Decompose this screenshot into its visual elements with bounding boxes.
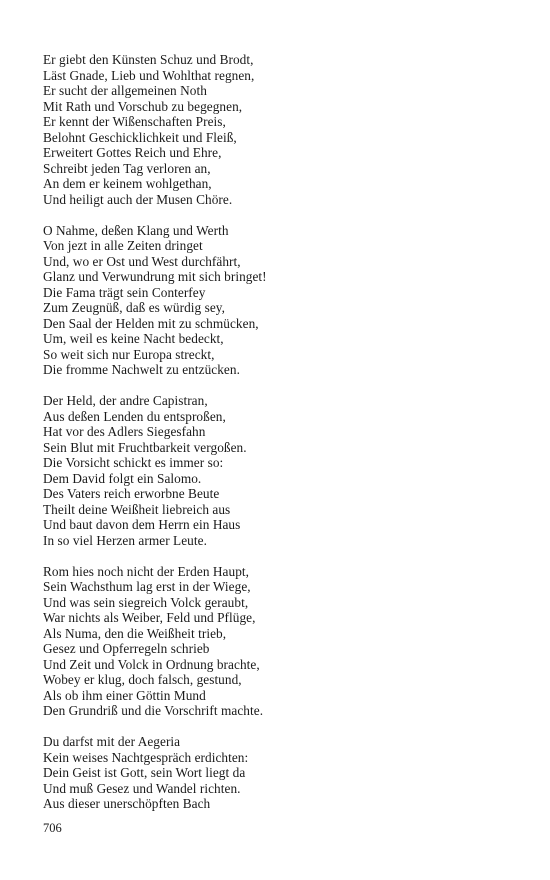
poem-line: Und baut davon dem Herrn ein Haus	[43, 517, 241, 532]
poem-line: Und, wo er Ost und West durchfährt,	[43, 253, 241, 269]
stanza-3	[43, 393, 523, 548]
poem-line: Mit Rath und Vorschub zu begegnen,	[43, 98, 243, 114]
page-number: 706	[43, 821, 62, 835]
poem-line: So weit sich nur Europa streckt,	[43, 346, 215, 362]
poem-line: Hat vor des Adlers Siegesfahn	[43, 424, 206, 439]
poem-line: Er kennt der Wißenschaften Preis,	[43, 114, 226, 129]
poem-line: An dem er keinem wohlgethan,	[43, 176, 212, 191]
stanza-1	[43, 52, 523, 207]
poem-line: In so viel Herzen armer Leute.	[43, 532, 207, 548]
poem-line: Und muß Gesez und Wandel richten.	[43, 780, 241, 796]
poem-line: War nichts als Weiber, Feld und Pflüge,	[43, 610, 256, 625]
poem-line: Sein Blut mit Fruchtbarkeit vergoßen.	[43, 439, 247, 455]
stanza-2	[43, 223, 523, 378]
poem-line: Den Saal der Helden mit zu schmücken,	[43, 315, 259, 331]
poem-line: Du darfst mit der Aegeria	[43, 734, 181, 749]
poem-line: Belohnt Geschicklichkeit und Fleiß,	[43, 129, 237, 145]
poem-line: Von jezt in alle Zeiten dringet	[43, 238, 203, 253]
poem-line: Dem David folgt ein Salomo.	[43, 470, 202, 486]
poem-line: Glanz und Verwundrung mit sich bringet!	[43, 269, 267, 284]
poem-line: Aus dieser unerschöpften Bach	[43, 796, 211, 811]
poem-line: Den Grundriß und die Vorschrift machte.	[43, 703, 264, 718]
poem-line: Er sucht der allgemeinen Noth	[43, 83, 207, 98]
poem-text	[43, 52, 523, 827]
poem-line: Erweitert Gottes Reich und Ehre,	[43, 145, 222, 160]
poem-line: Die Vorsicht schickt es immer so:	[43, 455, 224, 470]
stanza-5	[43, 734, 523, 812]
poem-line: Schreibt jeden Tag verloren an,	[43, 160, 211, 176]
poem-line: Zum Zeugnüß, daß es würdig sey,	[43, 300, 226, 315]
poem-line: Er giebt den Künsten Schuz und Brodt,	[43, 52, 254, 67]
poem-line: Läst Gnade, Lieb und Wohlthat regnen,	[43, 67, 255, 83]
poem-line: O Nahme, deßen Klang und Werth	[43, 222, 229, 238]
poem-line: Und was sein siegreich Volck geraubt,	[43, 594, 249, 610]
poem-line: Als Numa, den die Weißheit trieb,	[43, 625, 227, 641]
poem-line: Die fromme Nachwelt zu entzücken.	[43, 362, 240, 377]
poem-line: Dein Geist ist Gott, sein Wort liegt da	[43, 765, 246, 780]
poem-line: Kein weises Nachtgespräch erdichten:	[43, 749, 249, 765]
poem-line: Als ob ihm einer Göttin Mund	[43, 687, 206, 703]
poem-line: Gesez und Opferregeln schrieb	[43, 641, 210, 656]
poem-line: Sein Wachsthum lag erst in der Wiege,	[43, 579, 251, 594]
poem-line: Rom hies noch nicht der Erden Haupt,	[43, 563, 250, 579]
poem-line: Der Held, der andre Capistran,	[43, 393, 208, 408]
poem-line: Des Vaters reich erworbne Beute	[43, 486, 220, 501]
stanza-4	[43, 564, 523, 719]
poem-line: Theilt deine Weißheit liebreich aus	[43, 501, 231, 517]
poem-line: Und heiligt auch der Musen Chöre.	[43, 191, 233, 207]
poem-line: Und Zeit und Volck in Ordnung brachte,	[43, 656, 260, 672]
poem-line: Um, weil es keine Nacht bedeckt,	[43, 331, 224, 346]
poem-line: Aus deßen Lenden du entsproßen,	[43, 408, 226, 424]
poem-line: Wobey er klug, doch falsch, gestund,	[43, 672, 242, 687]
poem-line: Die Fama trägt sein Conterfey	[43, 284, 206, 300]
